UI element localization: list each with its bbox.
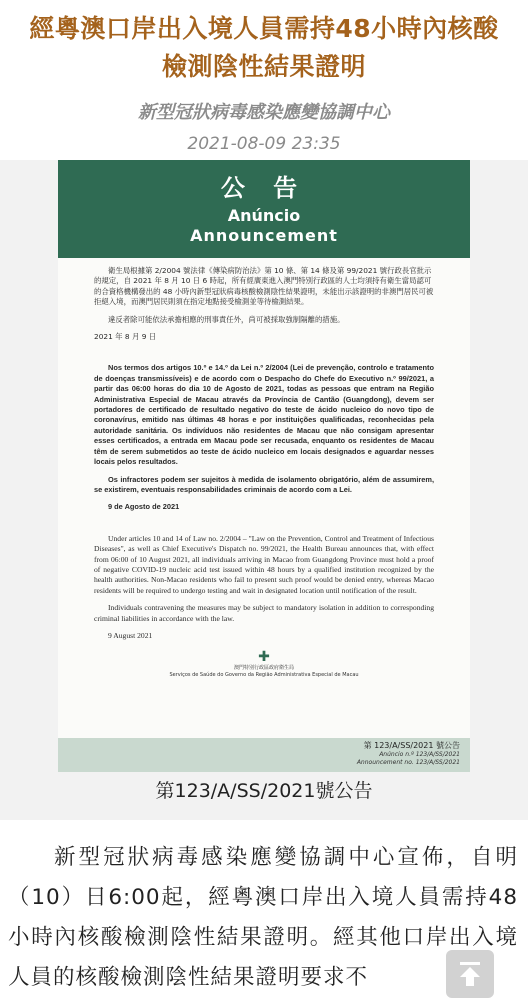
notice-zh-paragraph-1: 衛生局根據第 2/2004 號法律《傳染病防治法》第 10 條、第 14 條及第 99/2021 號行政長官批示的規定，自 2021 年 8 月 10 日 6 時起，所有經廣東進入澳門特別行政區的人士均須持有衛生當局認可的合資格機構發出的 48 小時內新型冠狀病毒核酸檢測陰性結果證明，未能出示該證明的非澳門居民可被拒絕入境，而澳門居民則須在指定地點接受檢測並等待檢測結果。 <box>94 266 434 307</box>
notice-foot-en: Announcement no. 123/A/SS/2021 <box>356 759 460 766</box>
back-to-top-button[interactable] <box>446 950 494 998</box>
notice-en-paragraph-1: Under articles 10 and 14 of Law no. 2/2004 – "Law on the Prevention, Control and Treatment of Infectious Diseases", as well as Chief Executive's Dispatch no. 99/2021, the Health Bureau announces that, with effect from 06:00 of 10 August 2021, all individuals arriving in Macao from Guangdong Province must hold a proof of negative COVID-19 nucleic acid test issued within 48 hours by a qualified institution recognized by the health authorities. Non-Macao residents who fail to present such proof would be denied entry, whereas Macao residents will be required to undergo testing and wait in designated location until notification of the result. <box>94 533 434 595</box>
article-body-text: 新型冠狀病毒感染應變協調中心宣佈，自明（10）日6:00起，經粵澳口岸出入境人員需持48小時內核酸檢測陰性結果證明。經其他口岸出入境人員的核酸檢測陰性結果證明要求不 <box>8 845 518 990</box>
article-header <box>0 0 528 156</box>
arrow-up-bar-icon <box>455 959 485 989</box>
notice-en-date: 9 August 2021 <box>108 630 153 640</box>
notice-pt-paragraph-1: Nos termos dos artigos 10.º e 14.º da Lei n.º 2/2004 (Lei de prevenção, controlo e tratamento de doenças transmissíveis) e de acordo com o Despacho do Chefe do Executivo n.º 99/2021, a partir das 06:00 horas do dia 10 de Agosto de 2021, todas as pessoas que entram na Região Administrativa Especial de Macau através da Província de Cantão (Guangdong), devem ser portadores de certificado de resultado negativo do teste de ácido nucleico do novo tipo de coronavírus, emitido nas últimas 48 horas e por instituições qualificadas, reconhecidas pela autoridade sanitária. Os indivíduos não residentes de Macau que não consigam apresentar esses certificados, a entrada em Macau pode ser recusada, enquanto os residentes de Macau têm de serem submetidos ao teste de ácido nucleico em locais designados e aguardar nesses locais pelos resultados. <box>94 363 434 467</box>
notice-title-en: Announcement <box>190 226 338 245</box>
logo-label-zh: 澳門特別行政區政府衛生局 <box>233 665 294 672</box>
notice-foot-pt: Anúncio n.º 123/A/SS/2021 <box>379 751 460 758</box>
notice-title-pt: Anúncio <box>227 206 301 225</box>
health-bureau-logo <box>94 649 434 679</box>
notice-zh-paragraph-2: 違反者除可能依法承擔相應的刑事責任外，尚可被採取強制隔離的措施。 <box>108 314 345 324</box>
notice-title-zh: 公 告 <box>220 174 308 202</box>
notice-figure <box>0 160 528 820</box>
article-headline: 經粵澳口岸出入境人員需持48小時內核酸檢測陰性結果證明 <box>29 14 499 81</box>
article-body <box>8 838 518 998</box>
notice-foot-zh: 第 123/A/SS/2021 號公告 <box>363 741 460 750</box>
figure-caption: 第123/A/SS/2021號公告 <box>155 780 373 802</box>
notice-title-banner <box>58 160 470 258</box>
notice-pt-paragraph-2: Os infractores podem ser sujeitos à medida de isolamento obrigatório, além de assumirem, se existirem, eventuais responsabilidades criminais de acordo com a Lei. <box>94 474 434 494</box>
notice-pt-date: 9 de Agosto de 2021 <box>108 502 180 512</box>
notice-en-paragraph-2: Individuals contravening the measures may be subject to mandatory isolation in addition to corresponding criminal liabilities in accordance with the law. <box>94 603 434 623</box>
logo-label-pt: Serviços de Saúde do Governo da Região Administrativa Especial de Macau <box>169 672 359 679</box>
notice-image[interactable] <box>58 160 470 772</box>
notice-footer <box>58 738 470 772</box>
article-source: 新型冠狀病毒感染應變協調中心 <box>138 102 390 123</box>
health-bureau-emblem-icon: ✚ <box>258 649 270 666</box>
notice-body <box>58 258 470 679</box>
notice-zh-date: 2021 年 8 月 9 日 <box>94 332 157 342</box>
article-datetime: 2021-08-09 23:35 <box>187 134 341 154</box>
